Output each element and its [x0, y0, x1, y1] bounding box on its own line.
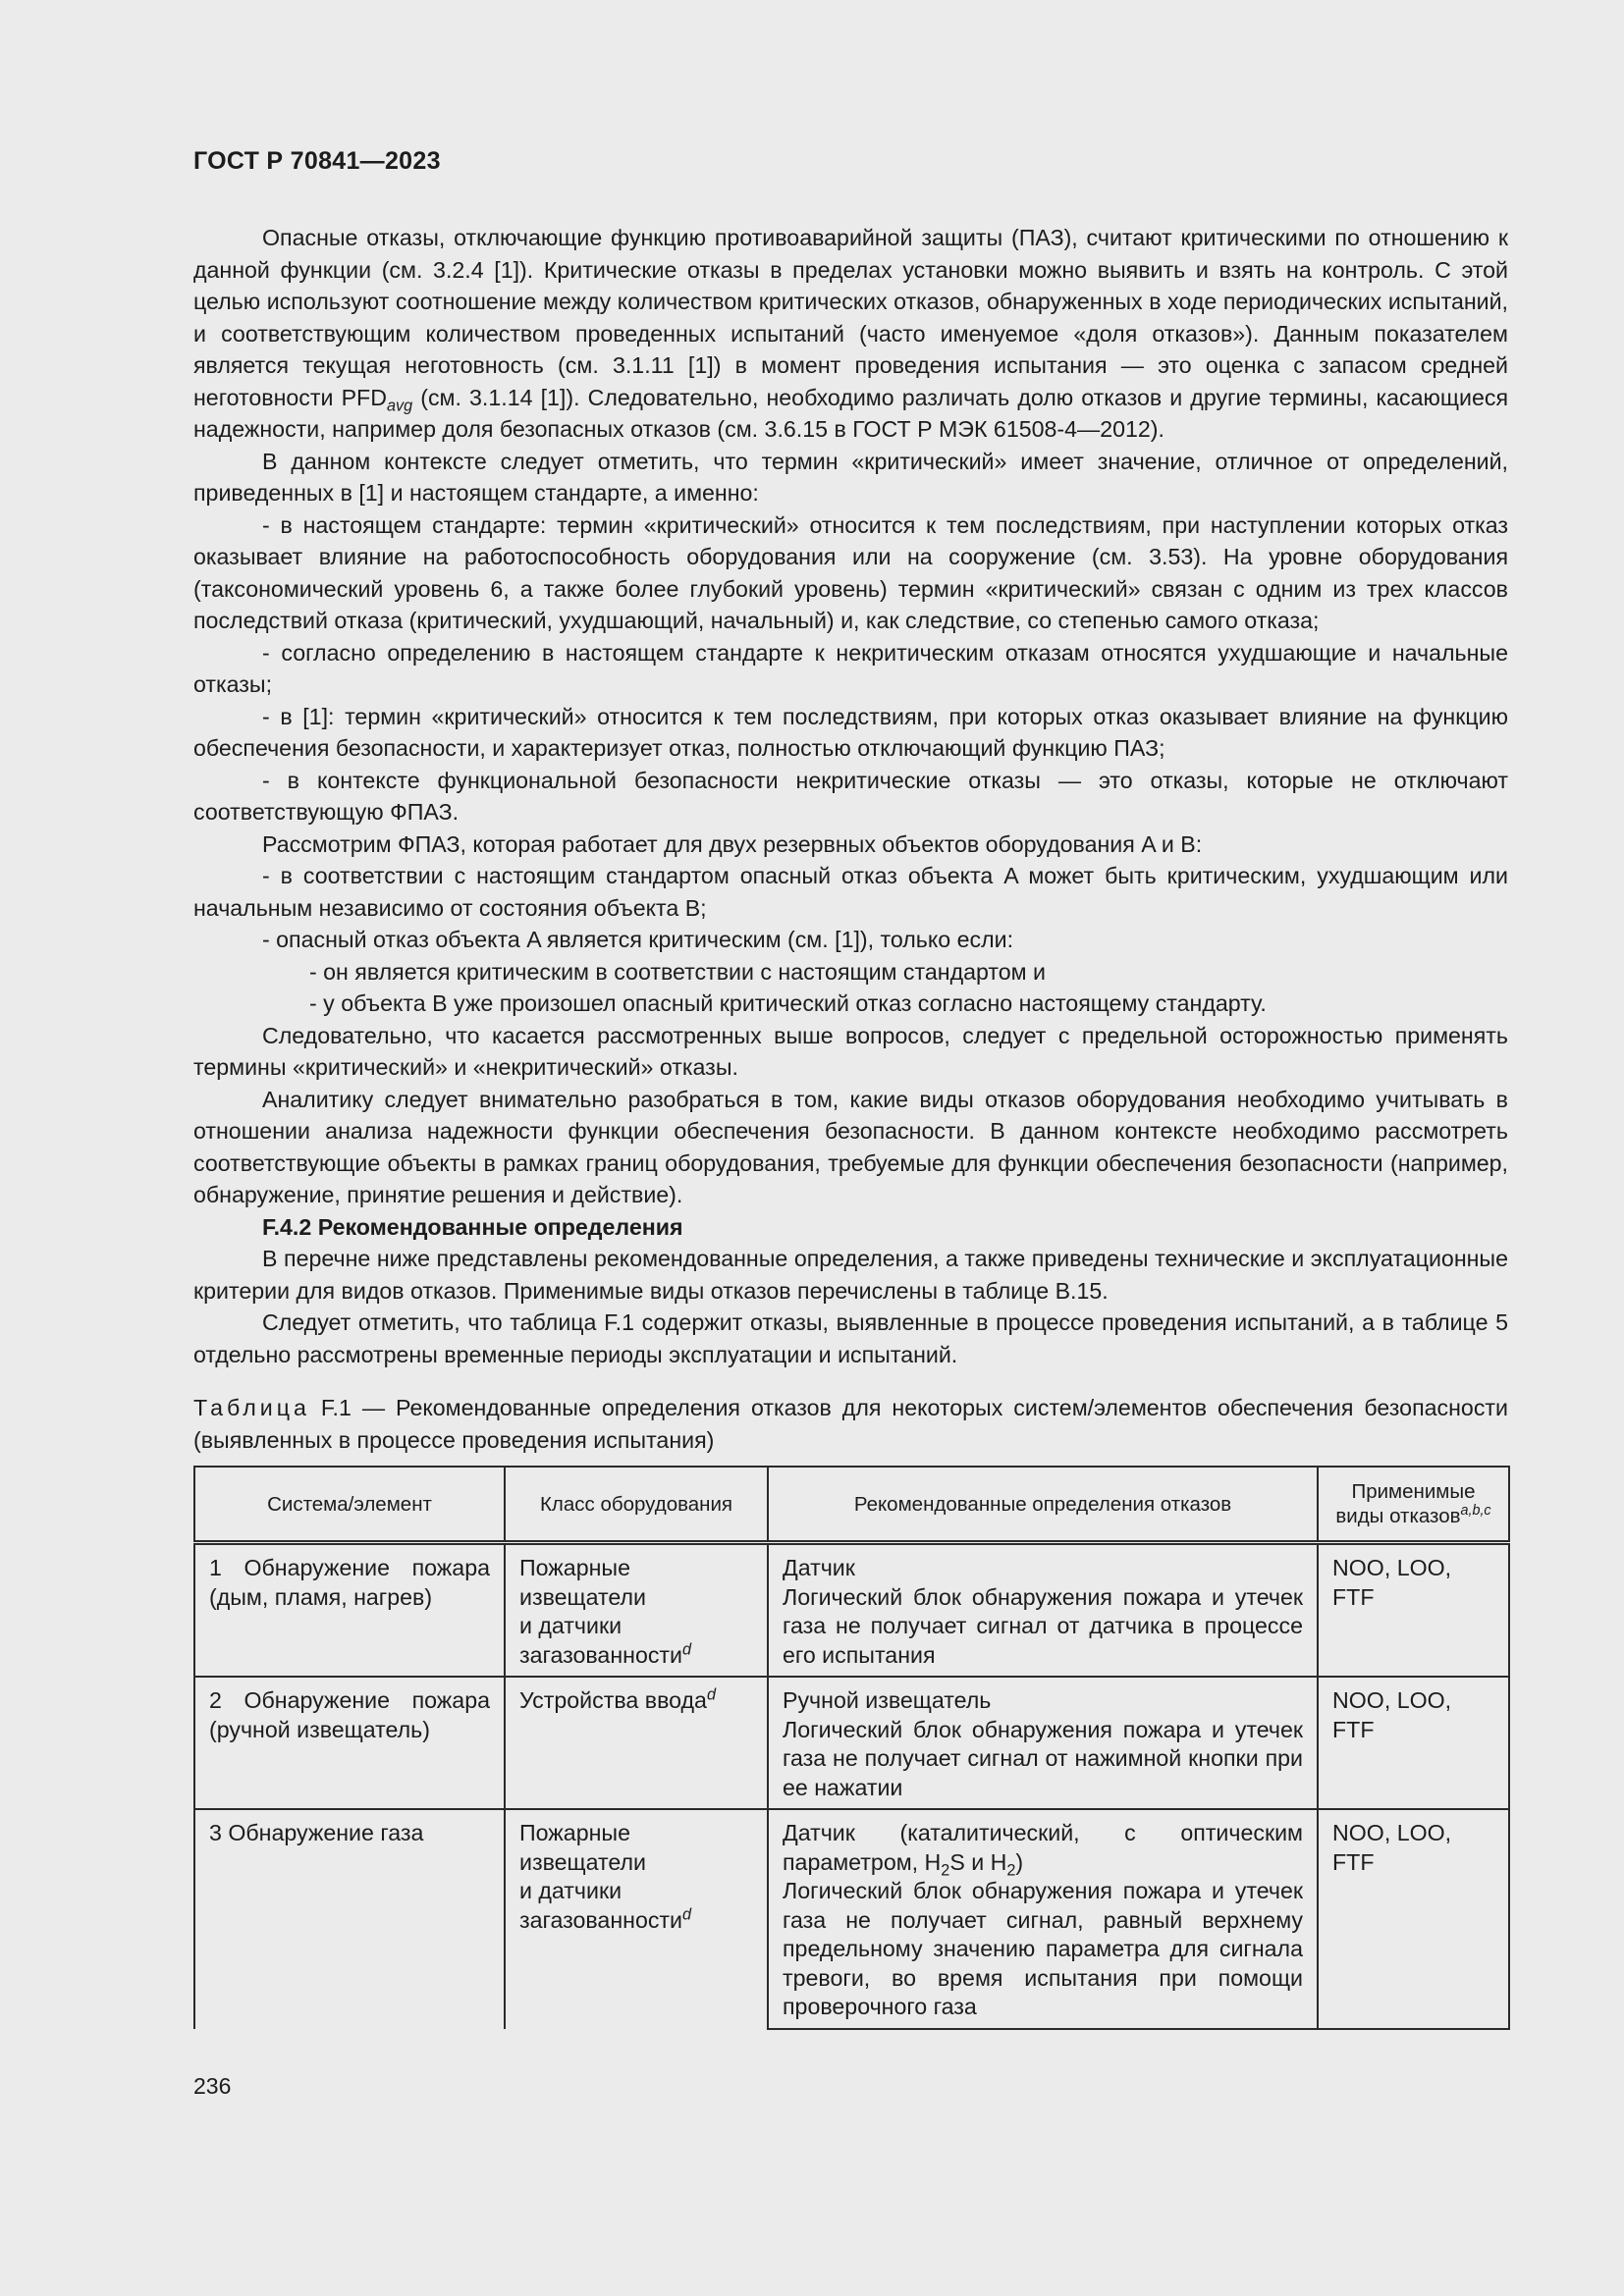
class-cell: Пожарные извещатели и датчики загазованности$^d$: [505, 1809, 768, 2029]
definition-cell: Датчик (каталитический, с оптическим параметром, $H_2S$ и $H_2$) Логический блок обнаружения пожара и утечек газа не получает сигнал, равный верхнему предельному значению параметра для сигнала тревоги, во время испытания при помощи проверочного газа: [768, 1809, 1318, 2029]
section-heading: F.4.2 Рекомендованные определения: [262, 1213, 683, 1240]
modes-cell: NOO, LOO, FTF: [1318, 1543, 1509, 1678]
list-item: - в соответствии с настоящим стандартом опасный отказ объекта A может быть критическим, ухудшающим или начальным независимо от состояния объекта B;: [193, 863, 1508, 921]
sub-list-item: - у объекта B уже произошел опасный критический отказ согласно настоящему стандарту.: [309, 990, 1267, 1016]
paragraph: Опасные отказы, отключающие функцию противоаварийной защиты (ПАЗ), считают критическими по отношению к данной функции (см. 3.2.4 [1]). Критические отказы в пределах установки можно выявить и взять на контроль. С этой целью используют соотношение между количеством критических отказов, обнаруженных в ходе периодических испытаний, и соответствующим количеством проведенных испытаний (часто именуемое «доля отказов»). Данным показателем является текущая неготовность (см. 3.1.11 [1]) в момент проведения испытания — это оценка с запасом средней неготовности $PFD_{avg}$ (см. 3.1.14 [1]). Следовательно, необходимо различать долю отказов и другие термины, касающиеся надежности, например доля безопасных отказов (см. 3.6.15 в ГОСТ Р МЭК 61508-4—2012).: [193, 225, 1508, 442]
paragraph: Следовательно, что касается рассмотренных выше вопросов, следует с предельной осторожностью применять термины «критический» и «некритический» отказы.: [193, 1022, 1508, 1080]
table-row: [194, 1809, 1509, 2029]
document-header: ГОСТ Р 70841—2023: [193, 147, 441, 175]
column-header: Класс оборудования: [505, 1467, 768, 1543]
definition-cell: Ручной извещатель Логический блок обнаружения пожара и утечек газа не получает сигнал от нажимной кнопки при ее нажатии: [768, 1677, 1318, 1809]
page-number: 236: [193, 2073, 232, 2099]
column-header: Рекомендованные определения отказов: [768, 1467, 1318, 1543]
column-header: Применимые виды отказов$^{a,b,c}$: [1318, 1467, 1509, 1543]
list-item: - в [1]: термин «критический» относится к тем последствиям, при которых отказ оказывает влияние на функцию обеспечения безопасности, и характеризует отказ, полностью отключающий функцию ПАЗ;: [193, 703, 1508, 761]
sub-list-item: - он является критическим в соответствии с настоящим стандартом и: [309, 958, 1046, 985]
definition-cell: Датчик Логический блок обнаружения пожара и утечек газа не получает сигнал от датчика в процессе его испытания: [768, 1543, 1318, 1678]
paragraph: Аналитику следует внимательно разобраться в том, какие виды отказов оборудования необходимо учитывать в отношении анализа надежности функции обеспечения безопасности. В данном контексте необходимо рассмотреть соответствующие объекты в рамках границ оборудования, требуемые для функции обеспечения безопасности (например, обнаружение, принятие решения и действие).: [193, 1086, 1508, 1207]
list-item: - опасный отказ объекта A является критическим (см. [1]), только если:: [262, 927, 1014, 952]
paragraph: В данном контексте следует отметить, что термин «критический» имеет значение, отличное от определений, приведенных в [1] и настоящем стандарте, а именно:: [193, 448, 1508, 506]
table-caption: Таблица F.1 — Рекомендованные определения отказов для некоторых систем/элементов обеспечения безопасности (выявленных в процессе проведения испытания): [193, 1395, 1508, 1453]
column-header: Система/элемент: [194, 1467, 505, 1543]
system-cell: 3 Обнаружение газа: [194, 1809, 505, 2029]
list-item: - согласно определению в настоящем стандарте к некритическим отказам относятся ухудшающие и начальные отказы;: [193, 639, 1508, 697]
paragraph: Рассмотрим ФПАЗ, которая работает для двух резервных объектов оборудования A и B:: [262, 830, 1203, 857]
list-item: - в контексте функциональной безопасности некритические отказы — это отказы, которые не отключают соответствующую ФПАЗ.: [193, 767, 1508, 825]
system-cell: 2 Обнаружение пожара (ручной извещатель): [194, 1677, 505, 1809]
class-cell: Устройства ввода$^d$: [505, 1677, 768, 1809]
paragraph: Следует отметить, что таблица F.1 содержит отказы, выявленные в процессе проведения испытаний, а в таблице 5 отдельно рассмотрены временные периоды эксплуатации и испытаний.: [193, 1309, 1508, 1367]
table-header-row: [194, 1467, 1509, 1543]
modes-cell: NOO, LOO, FTF: [1318, 1677, 1509, 1809]
class-cell: Пожарные извещатели и датчики загазованности$^d$: [505, 1543, 768, 1678]
document-body: [193, 222, 1508, 2030]
paragraph: В перечне ниже представлены рекомендованные определения, а также приведены технические и эксплуатационные критерии для видов отказов. Применимые виды отказов перечислены в таблице B.15.: [193, 1246, 1508, 1304]
list-item: - в настоящем стандарте: термин «критический» относится к тем последствиям, при наступлении которых отказ оказывает влияние на работоспособность оборудования или на сооружение (см. 3.53). На уровне оборудования (таксономический уровень 6, а также более глубокий уровень) термин «критический» связан с одним из трех классов последствий отказа (критический, ухудшающий, начальный) и, как следствие, со степенью самого отказа;: [193, 511, 1508, 633]
failure-definitions-table: [193, 1466, 1510, 2030]
table-row: [194, 1677, 1509, 1809]
modes-cell: NOO, LOO, FTF: [1318, 1809, 1509, 2029]
table-row: [194, 1543, 1509, 1678]
system-cell: 1 Обнаружение пожара (дым, пламя, нагрев): [194, 1543, 505, 1678]
